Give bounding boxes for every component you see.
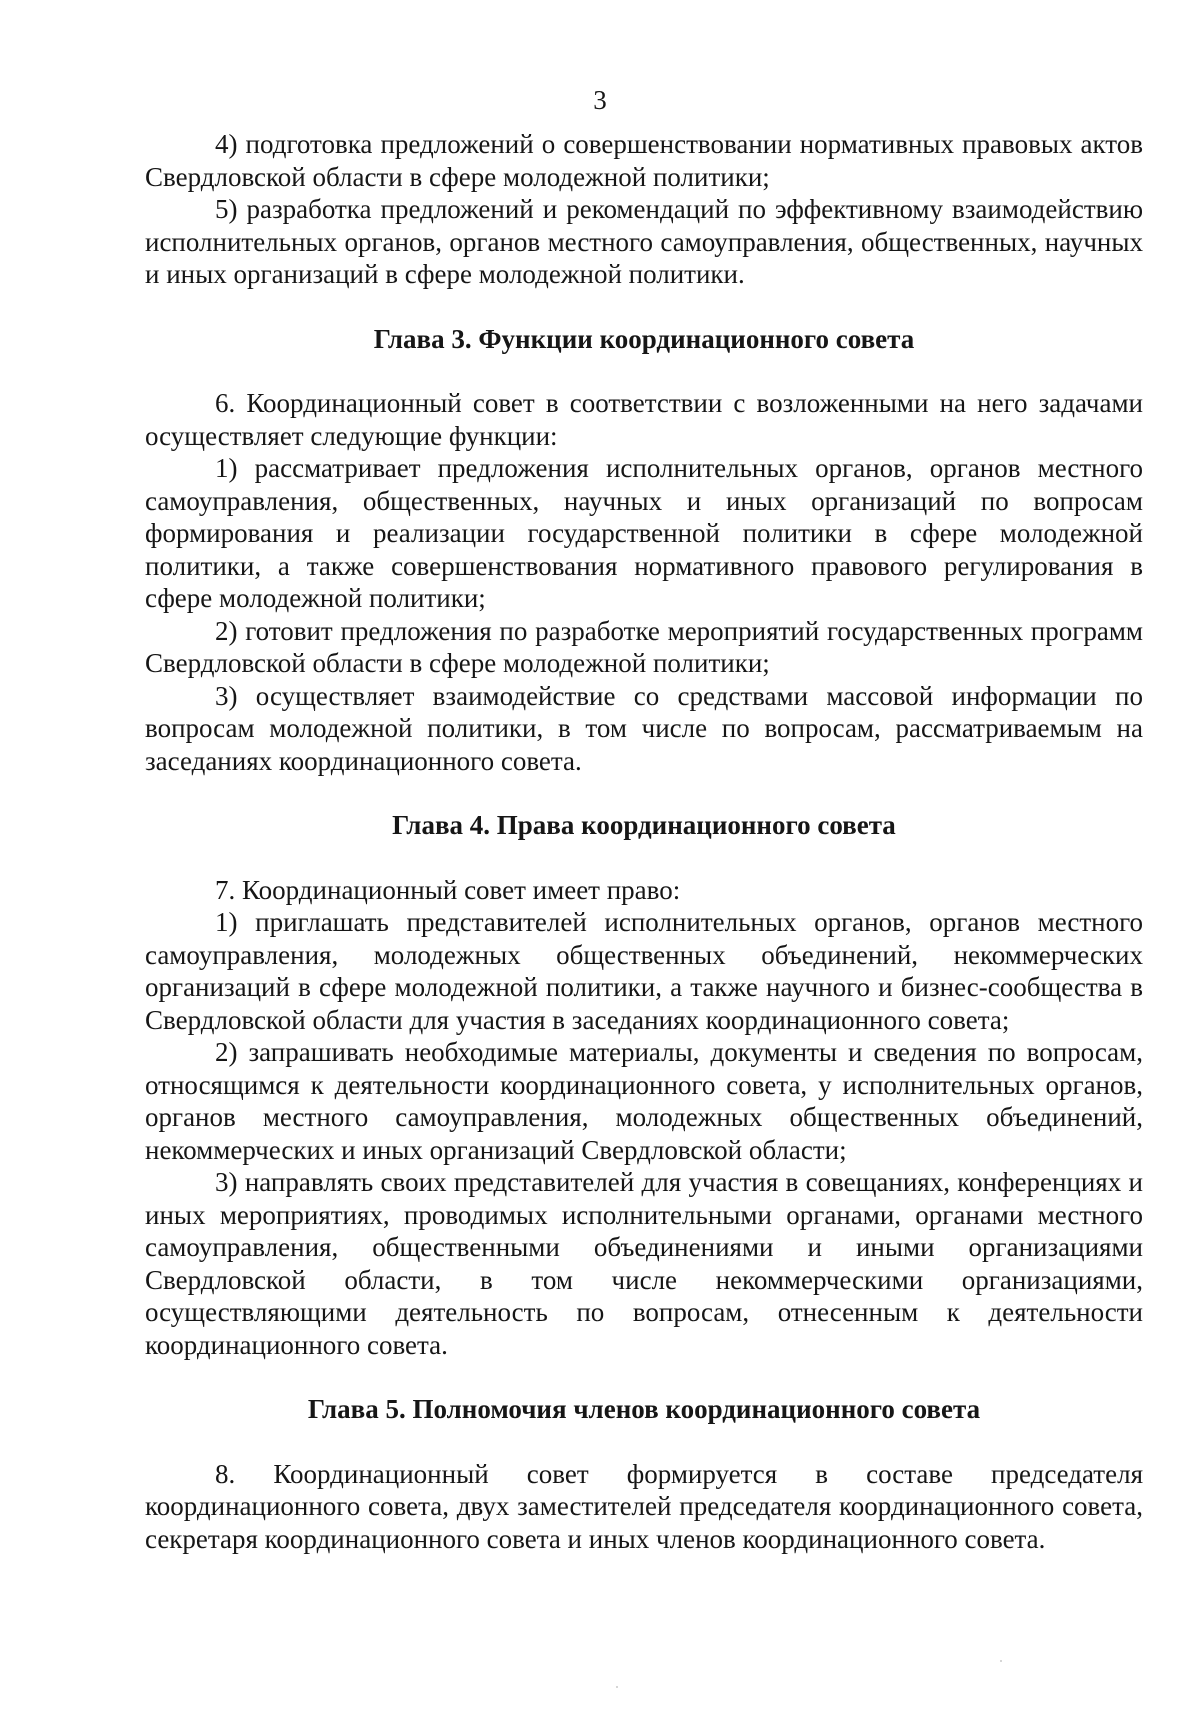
paragraph-section-8: 8. Координационный совет формируется в составе председателя координационного совета, двух заместителей председателя координационного совета, секретаря координационного совета и иных членов координационного совета. <box>145 1458 1143 1554</box>
document-body <box>145 128 1143 1555</box>
paragraph-function-1: 1) рассматривает предложения исполнительных органов, органов местного самоуправления, общественных, научных и иных организаций по вопросам формирования и реализации государственной политики в сфере молодежной политики, а также совершенствования нормативного правового регулирования в сфере молодежной политики; <box>145 453 1143 613</box>
scan-speck <box>616 1686 618 1688</box>
page-number: 3 <box>593 85 607 115</box>
paragraph-section-6: 6. Координационный совет в соответствии с возложенными на него задачами осуществляет следующие функции: <box>145 388 1143 451</box>
paragraph-section-7: 7. Координационный совет имеет право: <box>215 874 681 905</box>
chapter-5-heading: Глава 5. Полномочия членов координационного совета <box>307 1394 981 1424</box>
paragraph-function-2: 2) готовит предложения по разработке мероприятий государственных программ Свердловской области в сфере молодежной политики; <box>145 615 1143 678</box>
chapter-3-heading: Глава 3. Функции координационного совета <box>373 323 915 354</box>
paragraph-right-2: 2) запрашивать необходимые материалы, документы и сведения по вопросам, относящимся к деятельности координационного совета, у исполнительных органов, органов местного самоуправления, молодежных общественных объединений, некоммерческих и иных организаций Свердловской области; <box>145 1037 1143 1165</box>
chapter-4-heading: Глава 4. Права координационного совета <box>392 810 896 840</box>
paragraph-function-3: 3) осуществляет взаимодействие со средствами массовой информации по вопросам молодежной политики, в том числе по вопросам, рассматриваемым на заседаниях координационного совета. <box>145 680 1143 776</box>
paragraph-right-3: 3) направлять своих представителей для участия в совещаниях, конференциях и иных мероприятиях, проводимых исполнительными органами, органами местного самоуправления, общественными объединениями и иными организациями Свердловской области, в том числе некоммерческими организациями, осуществляющими деятельность по вопросам, отнесенным к деятельности координационного совета. <box>145 1167 1143 1360</box>
scan-speck <box>1000 1660 1002 1662</box>
paragraph-item-5: 5) разработка предложений и рекомендаций по эффективному взаимодействию исполнительных органов, органов местного самоуправления, общественных, научных и иных организаций в сфере молодежной политики. <box>145 194 1143 289</box>
paragraph-item-4: 4) подготовка предложений о совершенствовании нормативных правовых актов Свердловской области в сфере молодежной политики; <box>145 129 1143 192</box>
paragraph-right-1: 1) приглашать представителей исполнительных органов, органов местного самоуправления, молодежных общественных объединений, некоммерческих организаций в сфере молодежной политики, а также научного и бизнес-сообщества в Свердловской области для участия в заседаниях координационного совета; <box>145 907 1143 1035</box>
